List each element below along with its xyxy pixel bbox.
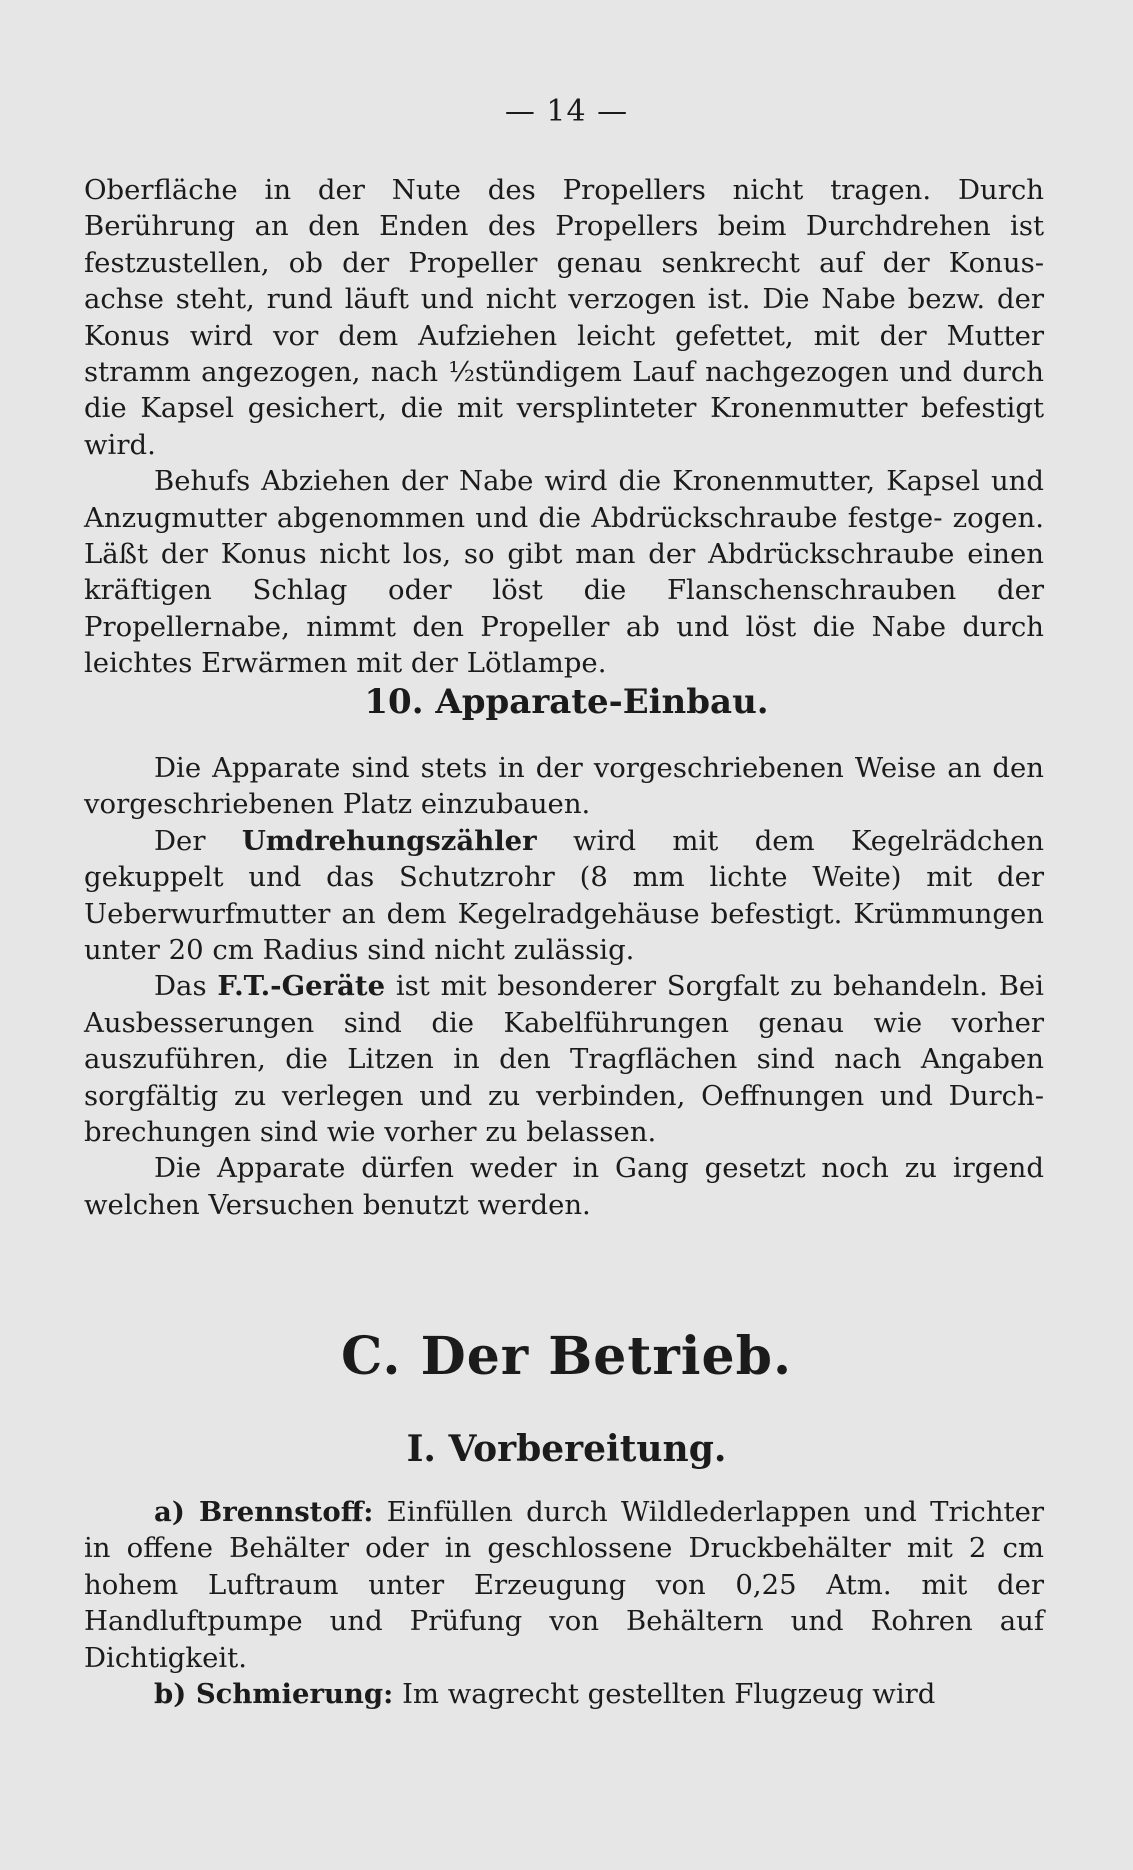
- revolution-counter-pre: Der: [154, 824, 206, 857]
- paragraph-ft-equipment: [84, 968, 1044, 1150]
- paragraph-revolution-counter: [84, 823, 1044, 969]
- paragraph-fuel: [84, 1494, 1044, 1676]
- chapter-heading-der-betrieb: C. Der Betrieb.: [340, 1326, 793, 1387]
- lubrication-text: Im wagrecht gestellten Flugzeug wird: [402, 1678, 936, 1711]
- section-10-text-block: [84, 750, 1044, 1223]
- section-heading-apparate-einbau: 10. Apparate-Einbau.: [364, 682, 769, 722]
- paragraph-propeller-mounting: Oberfläche in der Nute des Propellers nicht tragen. Durch Berührung an den Enden des Propellers beim Durchdrehen ist festzustellen, ob der Propeller genau senkrecht auf der Konus- achse steht, rund läuft und nicht verzogen ist. Die Nabe bezw. der Konus wird vor dem Aufziehen leicht gefettet, mit der Mutter stramm angezogen, nach ½stündigem Lauf nachgezogen und durch die Kapsel gesichert, die mit versplinteter Kronenmutter befestigt wird.: [84, 174, 1044, 461]
- top-text-block: [84, 172, 1044, 682]
- section-c-text-block: [84, 1494, 1044, 1712]
- revolution-counter-text: wird mit dem Kegelrädchen gekuppelt und das Schutzrohr (8 mm lichte Weite) mit der Ueberwurfmutter an dem Kegelradgehäuse befestigt. Krümmungen unter 20 cm Radius sind nicht zulässig.: [84, 824, 1044, 967]
- paragraph-hub-removal: Behufs Abziehen der Nabe wird die Kronenmutter, Kapsel und Anzugmutter abgenommen und die Abdrückschraube festge- zogen. Läßt der Konus nicht los, so gibt man der Abdrückschraube einen kräftigen Schlag oder löst die Flanschenschrauben der Propellernabe, nimmt den Propeller ab und löst die Nabe durch leichtes Erwärmen mit der Lötlampe.: [84, 465, 1044, 680]
- fuel-text: Einfüllen durch Wildlederlappen und Trichter in offene Behälter oder in geschlossene Druckbehälter mit 2 cm hohem Luftraum unter Erzeugung von 0,25 Atm. mit der Handluftpumpe und Prüfung von Behältern und Rohren auf Dichtigkeit.: [84, 1496, 1045, 1674]
- ft-equipment-pre: Das: [154, 970, 207, 1003]
- paragraph-apparate-not-operated: Die Apparate dürfen weder in Gang gesetzt noch zu irgend welchen Versuchen benutzt werden.: [84, 1152, 1044, 1221]
- fuel-label: a) Brennstoff:: [154, 1496, 374, 1528]
- ft-equipment-term: F.T.-Geräte: [217, 970, 386, 1003]
- subsection-heading-vorbereitung: I. Vorbereitung.: [406, 1428, 727, 1470]
- paragraph-apparate-placement: Die Apparate sind stets in der vorgeschriebenen Weise an den vorgeschriebenen Platz einzubauen.: [84, 752, 1044, 821]
- ft-equipment-text: ist mit besonderer Sorgfalt zu behandeln. Bei Ausbesserungen sind die Kabelführungen genau wie vorher auszuführen, die Litzen in den Tragflächen sind nach Angaben sorgfältig zu verlegen und zu verbinden, Oeffnungen und Durch- brechungen sind wie vorher zu belassen.: [84, 970, 1044, 1149]
- paragraph-lubrication: [84, 1676, 1044, 1712]
- revolution-counter-term: Umdrehungszähler: [241, 824, 537, 857]
- lubrication-label: b) Schmierung:: [154, 1678, 394, 1711]
- page-number: — 14 —: [504, 94, 629, 129]
